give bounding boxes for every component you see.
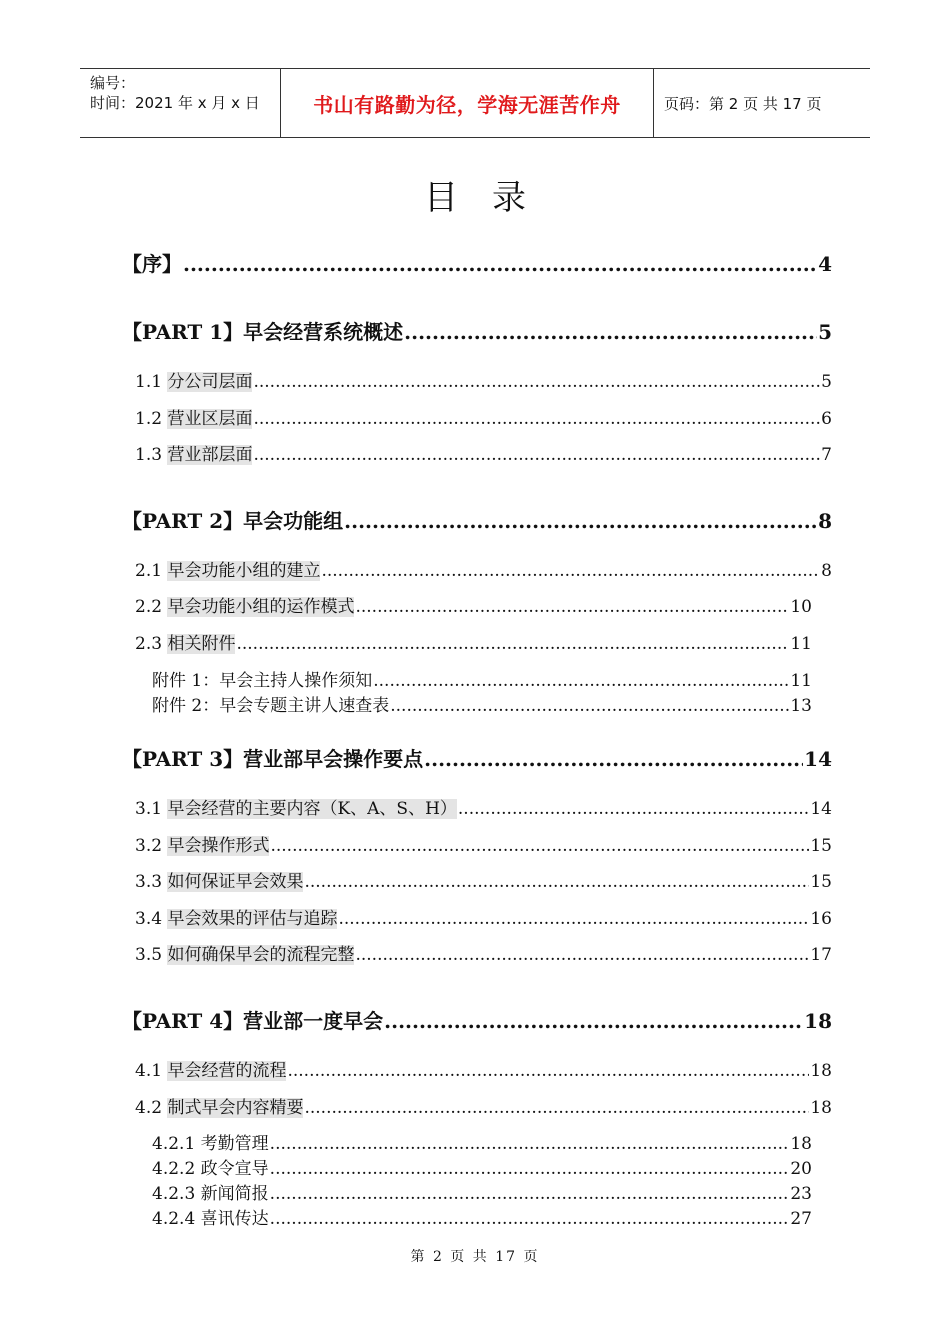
toc-page: 15 [810, 836, 832, 856]
toc-num: 3.2 [135, 836, 163, 856]
toc-entry-attachment-2[interactable] [152, 691, 812, 716]
toc-page: 18 [790, 1134, 812, 1154]
toc-label: 【序】 [122, 252, 182, 276]
toc-page: 18 [810, 1098, 832, 1118]
toc-page: 14 [810, 799, 832, 819]
toc-page: 18 [804, 1009, 832, 1033]
toc-page: 11 [790, 634, 812, 654]
toc-entry-4-2-3[interactable] [152, 1179, 812, 1204]
toc-num: 1.2 [135, 409, 163, 429]
toc-page: 8 [821, 561, 832, 581]
toc-entry-part3[interactable] [122, 743, 832, 769]
toc-text: 附件 2：早会专题主讲人速查表 [152, 696, 390, 716]
toc-text: 营业部层面 [167, 445, 253, 465]
page-label: 页码：第 2 页 共 17 页 [664, 94, 822, 113]
toc-entry-3-1[interactable] [135, 794, 832, 819]
toc-page: 16 [810, 909, 832, 929]
toc-num: 3.3 [135, 872, 163, 892]
toc-page: 6 [821, 409, 832, 429]
toc-text: 分公司层面 [167, 372, 253, 392]
toc-entry-3-2[interactable] [135, 831, 832, 856]
header-meta [80, 69, 281, 137]
toc-text: 制式早会内容精要 [167, 1098, 304, 1118]
number-label: 编号： [90, 74, 136, 92]
toc-entry-4-2-4[interactable] [152, 1204, 812, 1229]
toc-page: 10 [790, 597, 812, 617]
toc-text: 4.2.3 新闻简报 [152, 1184, 269, 1204]
page-header [80, 68, 870, 138]
toc-text: 早会功能小组的建立 [167, 561, 321, 581]
page-footer: 第 2 页 共 17 页 [410, 1249, 540, 1265]
time-label: 时间：2021 年 x 月 x 日 [90, 94, 260, 112]
toc-page: 14 [804, 747, 832, 771]
page-title: 目录 [424, 178, 560, 218]
toc-text: 4.2.2 政令宣导 [152, 1159, 269, 1179]
toc-entry-3-5[interactable] [135, 940, 832, 965]
toc-entry-4-2-1[interactable] [152, 1129, 812, 1154]
toc-entry-4-2[interactable] [135, 1093, 832, 1118]
header-motto-cell [281, 69, 654, 137]
toc-entry-1-3[interactable] [135, 440, 832, 465]
toc-page: 11 [790, 671, 812, 691]
toc-label: 【PART 2】早会功能组 [122, 509, 344, 533]
toc-entry-4-1[interactable] [135, 1056, 832, 1081]
toc-text: 如何保证早会效果 [167, 872, 304, 892]
toc-num: 4.1 [135, 1061, 163, 1081]
toc-label: 【PART 3】营业部早会操作要点 [122, 747, 424, 771]
toc-text: 相关附件 [167, 634, 236, 654]
toc-label: 【PART 1】早会经营系统概述 [122, 320, 404, 344]
toc-entry-3-3[interactable] [135, 867, 832, 892]
toc-text: 早会功能小组的运作模式 [167, 597, 355, 617]
toc-num: 3.4 [135, 909, 163, 929]
toc-num: 2.1 [135, 561, 163, 581]
header-page-cell [654, 69, 870, 137]
toc-num: 2.3 [135, 634, 163, 654]
toc-text: 早会经营的流程 [167, 1061, 287, 1081]
toc-entry-part1[interactable] [122, 316, 832, 342]
toc-entry-part2[interactable] [122, 505, 832, 531]
toc-entry-1-1[interactable] [135, 367, 832, 392]
toc-num: 4.2 [135, 1098, 163, 1118]
toc-num: 2.2 [135, 597, 163, 617]
toc-text: 附件 1：早会主持人操作须知 [152, 671, 373, 691]
toc-page: 18 [810, 1061, 832, 1081]
motto: 书山有路勤为径，学海无涯苦作舟 [313, 92, 621, 117]
toc-entry-3-4[interactable] [135, 904, 832, 929]
toc-text: 早会经营的主要内容（K、A、S、H） [167, 799, 457, 819]
toc-text: 早会操作形式 [167, 836, 270, 856]
toc-page: 5 [821, 372, 832, 392]
toc-entry-attachment-1[interactable] [152, 666, 812, 691]
toc-num: 3.1 [135, 799, 163, 819]
toc-entry-2-1[interactable] [135, 556, 832, 581]
toc-text: 4.2.1 考勤管理 [152, 1134, 269, 1154]
toc-entry-4-2-2[interactable] [152, 1154, 812, 1179]
toc-entry-part4[interactable] [122, 1005, 832, 1031]
toc-text: 营业区层面 [167, 409, 253, 429]
toc-page: 15 [810, 872, 832, 892]
toc-page: 27 [790, 1209, 812, 1229]
toc-entry-preface[interactable] [122, 248, 832, 274]
toc-page: 5 [818, 320, 832, 344]
toc-label: 【PART 4】营业部一度早会 [122, 1009, 384, 1033]
toc-page: 17 [810, 945, 832, 965]
toc-page: 7 [821, 445, 832, 465]
toc-entry-2-2[interactable] [135, 592, 812, 617]
toc-page: 23 [790, 1184, 812, 1204]
toc-text: 4.2.4 喜讯传达 [152, 1209, 269, 1229]
toc-text: 早会效果的评估与追踪 [167, 909, 338, 929]
toc-text: 如何确保早会的流程完整 [167, 945, 355, 965]
toc-num: 3.5 [135, 945, 163, 965]
toc-num: 1.3 [135, 445, 163, 465]
toc-num: 1.1 [135, 372, 163, 392]
toc-page: 4 [818, 252, 832, 276]
toc-page: 20 [790, 1159, 812, 1179]
toc-page: 13 [790, 696, 812, 716]
toc-entry-1-2[interactable] [135, 404, 832, 429]
toc-entry-2-3[interactable] [135, 629, 812, 654]
toc-page: 8 [818, 509, 832, 533]
